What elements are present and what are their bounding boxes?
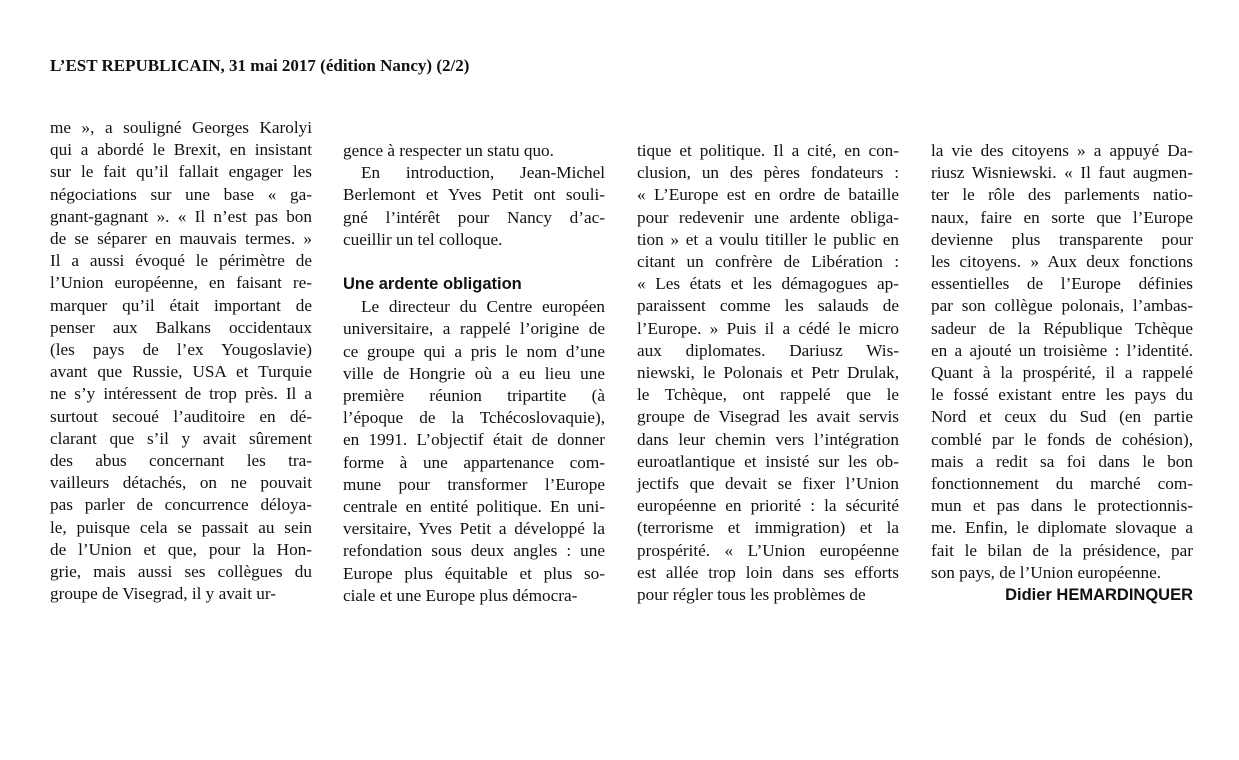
text-line: gence à respecter un statu quo. <box>343 141 554 160</box>
article-column-2 <box>343 140 605 607</box>
text-line: Le directeur du Centre européen <box>361 297 605 317</box>
text-line: prospérité. « L’Union européenne <box>637 540 899 560</box>
text-line: me. Enfin, le diplomate slovaque a <box>931 518 1193 538</box>
text-line: Quant à la prospérité, il a rappelé <box>931 363 1193 383</box>
text-line: de l’Union et que, pour la Hon- <box>50 539 312 559</box>
text-line: naux, faire en sorte que l’Europe <box>931 207 1193 227</box>
text-line: mun et pas dans le protectionnis- <box>931 496 1193 516</box>
text-line: (terrorisme et immigration) et la <box>637 518 899 538</box>
text-line: l’Union européenne, en faisant re- <box>50 273 312 293</box>
column-2-part-b <box>343 296 605 607</box>
text-line: surtout secoué l’auditoire en dé- <box>50 406 312 426</box>
text-line: jectifs que devait se fixer l’Union <box>637 474 899 494</box>
text-line: gné l’intérêt pour Nancy d’ac- <box>343 207 605 227</box>
text-line: ne s’y intéressent de trop près. Il a <box>50 384 312 404</box>
text-line: vailleurs détachés, on ne pouvait <box>50 473 312 493</box>
text-line: en a ajouté un troisième : l’identité. <box>931 340 1193 360</box>
article-column-1 <box>50 117 312 605</box>
text-line: citant un confrère de Libération : <box>637 252 899 272</box>
text-line: pas parler de concurrence déloya- <box>50 495 312 515</box>
text-line: des abus concernant les tra- <box>50 451 312 471</box>
text-line: est allée trop loin dans ses efforts <box>637 562 899 582</box>
text-line: européenne en priorité : la sécurité <box>637 496 899 516</box>
text-line: cueillir un tel colloque. <box>343 229 503 249</box>
text-line: clusion, un des pères fondateurs : <box>637 163 899 183</box>
text-line: les citoyens. » Aux deux fonctions <box>931 252 1193 272</box>
text-line: tion » et a voulu titiller le public en <box>637 229 899 249</box>
text-line: niewski, le Polonais et Petr Drulak, <box>637 363 899 383</box>
text-line: tique et politique. Il a cité, en con- <box>637 141 899 160</box>
text-line: pour redevenir une ardente obliga- <box>637 207 899 227</box>
author-signature: Didier HEMARDINQUER <box>1005 586 1193 605</box>
text-line: dans leur chemin vers l’intégration <box>637 429 899 449</box>
text-line: ciale et une Europe plus démocra- <box>343 585 578 605</box>
text-line: groupe de Visegrad les avait servis <box>637 407 899 427</box>
text-line: sur le fait qu’il fallait engager les <box>50 162 312 182</box>
text-line: ce groupe qui a pris le nom d’une <box>343 341 605 361</box>
text-line: penser aux Balkans occidentaux <box>50 317 312 337</box>
text-line: En introduction, Jean-Michel <box>361 163 605 183</box>
column-4-text <box>931 140 1193 584</box>
text-line: par son collègue polonais, l’ambas- <box>931 296 1193 316</box>
text-line: Europe plus équitable et plus so- <box>343 563 605 583</box>
text-line: versitaire, Yves Petit a développé la <box>343 519 605 539</box>
text-line: aux diplomates. Dariusz Wis- <box>637 340 899 360</box>
text-line: sadeur de la République Tchèque <box>931 318 1193 338</box>
text-line: le fossé existant entre les pays du <box>931 385 1193 405</box>
text-line: mune pour transformer l’Europe <box>343 474 605 494</box>
text-line: Berlemont et Yves Petit ont souli- <box>343 185 605 205</box>
text-line: comblé par le fonds de cohésion), <box>931 429 1193 449</box>
text-line: son pays, de l’Union européenne. <box>931 562 1162 582</box>
text-line: marquer qu’il était important de <box>50 295 312 315</box>
text-line: forme à une appartenance com- <box>343 452 605 472</box>
text-line: en 1991. L’objectif était de donner <box>343 430 605 450</box>
text-line: ter le rôle des parlements natio- <box>931 185 1193 205</box>
text-line: Il a aussi évoqué le périmètre de <box>50 251 312 271</box>
text-line: le Tchèque, ont rappelé que le <box>637 385 899 405</box>
text-line: l’Europe. » Puis il a cédé le micro <box>637 318 899 338</box>
text-line: riusz Wisniewski. « Il faut augmen- <box>931 163 1193 183</box>
article-column-3 <box>637 140 899 606</box>
text-line: devienne plus transparente pour <box>931 229 1193 249</box>
text-line: paraissent comme les salauds de <box>637 296 899 316</box>
subheading: Une ardente obligation <box>343 275 522 294</box>
text-line: euroatlantique et insisté sur les ob- <box>637 451 899 471</box>
text-line: (les pays de l’ex Yougoslavie) <box>50 340 312 360</box>
text-line: « Les états et les démagogues ap- <box>637 274 899 294</box>
text-line: universitaire, a rappelé l’origine de <box>343 319 605 339</box>
text-line: pour régler tous les problèmes de <box>637 585 866 605</box>
text-line: fonctionnement du marché com- <box>931 474 1193 494</box>
text-line: « L’Europe est en ordre de bataille <box>637 185 899 205</box>
text-line: refondation sous deux angles : une <box>343 541 605 561</box>
text-line: qui a abordé le Brexit, en insistant <box>50 140 312 160</box>
text-line: fait le bilan de la présidence, par <box>931 540 1193 560</box>
article-column-4 <box>931 140 1193 606</box>
text-line: me », a souligné Georges Karolyi <box>50 118 312 137</box>
text-line: Nord et ceux du Sud (en partie <box>931 407 1193 427</box>
text-line: gnant-gagnant ». « Il n’est pas bon <box>50 206 312 226</box>
text-line: mais a redit sa foi dans le bon <box>931 451 1193 471</box>
text-line: grie, mais aussi ses collègues du <box>50 562 312 582</box>
page-header: L’EST REPUBLICAIN, 31 mai 2017 (édition Nancy) (2/2) <box>50 56 470 75</box>
text-line: l’époque de la Tchécoslovaquie), <box>343 408 605 428</box>
text-line: la vie des citoyens » a appuyé Da- <box>931 141 1193 160</box>
text-line: centrale en entité politique. En uni- <box>343 497 605 517</box>
text-line: première réunion tripartite (à <box>343 386 605 406</box>
text-line: ville de Hongrie où a eu lieu une <box>343 363 605 383</box>
text-line: négociations sur une base « ga- <box>50 184 312 204</box>
text-line: essentielles de l’Europe définies <box>931 274 1193 294</box>
text-line: avant que Russie, USA et Turquie <box>50 362 312 382</box>
text-line: groupe de Visegrad, il y avait ur- <box>50 584 276 604</box>
text-line: clarant que s’il y avait sûrement <box>50 428 312 448</box>
text-line: le, puisque cela se passait au sein <box>50 517 312 537</box>
text-line: de se séparer en mauvais termes. » <box>50 229 312 249</box>
column-2-part-a <box>343 140 605 251</box>
